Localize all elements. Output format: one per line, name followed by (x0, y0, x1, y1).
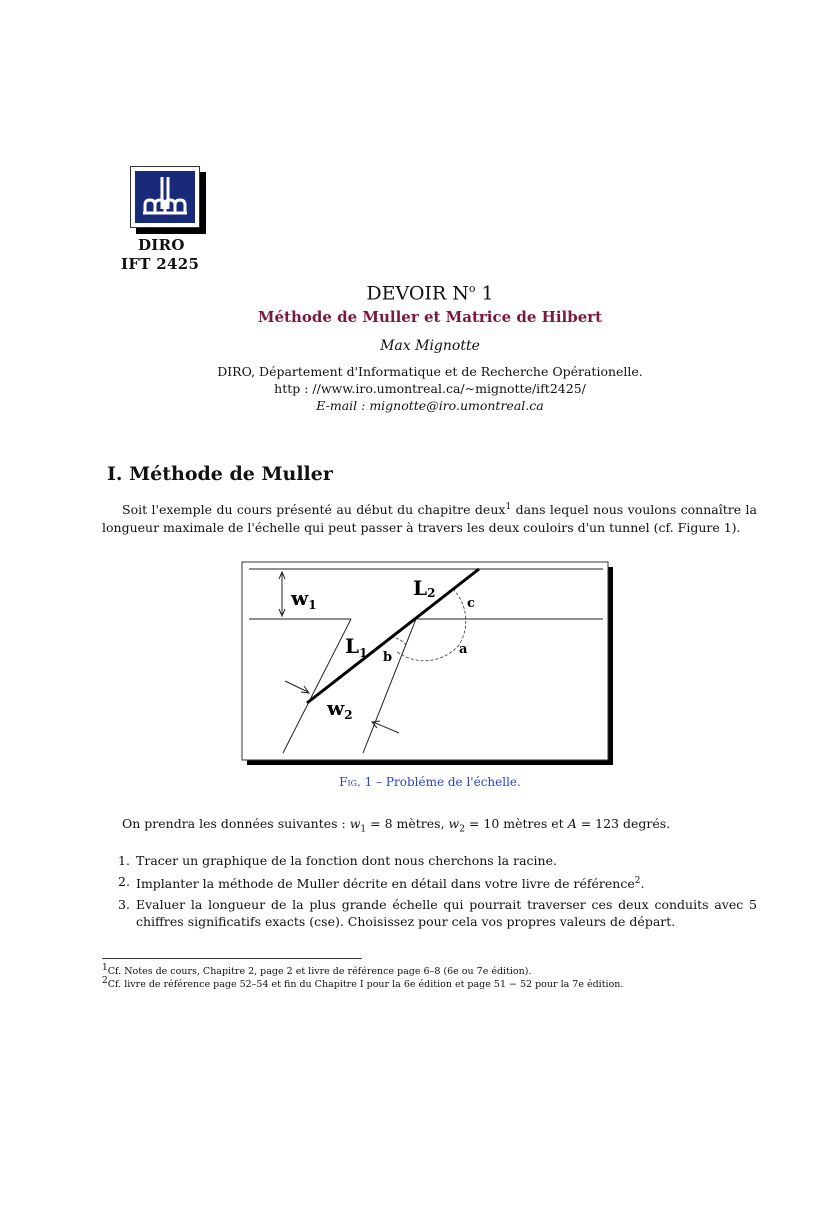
list-text: Implanter la méthode de Muller décrite en détail dans votre livre de référence (136, 876, 635, 892)
var-a: A (567, 816, 577, 831)
footnote-text: Cf. Notes de cours, Chapitre 2, page 2 et livre de référence page 6–8 (6e ou 7e édition). (107, 966, 532, 978)
list-number: 2. (118, 874, 130, 889)
page-title (0, 282, 840, 304)
label-a: a (459, 642, 468, 657)
value-w1: = 8 mètres, (366, 816, 449, 831)
course-code: IFT 2425 (121, 255, 200, 273)
label-w1: $w_1$ (291, 586, 317, 612)
intro-text-b: dans lequel nous voulons connaître la longueur maximale de l'échelle qui peut passer à travers les deux couloirs d'un tunnel (cf. Figure 1). (102, 502, 757, 536)
var-w2-sub: 2 (459, 824, 465, 835)
label-L2: L2 (413, 576, 436, 600)
list-number: 1. (118, 853, 130, 868)
label-L1: $L_1$ (345, 634, 368, 660)
footnote-rule (102, 958, 362, 959)
label-c: c (467, 596, 475, 611)
var-w2: w (448, 816, 460, 831)
footnote-mark: 2 (102, 976, 108, 986)
list-tail: . (640, 876, 645, 892)
institution-name: DIRO (138, 236, 185, 254)
caption-prefix: Fig. 1 (339, 775, 373, 789)
value-w2: = 10 mètres et (464, 816, 568, 831)
title-main: DEVOIR N (366, 282, 469, 305)
var-w1: w (349, 816, 361, 831)
figure-caption (0, 775, 840, 789)
data-prefix: On prendra les données suivantes : (122, 816, 350, 831)
var-w1-sub: 1 (360, 824, 367, 835)
author-email: E-mail : mignotte@iro.umontreal.ca (316, 398, 544, 413)
given-data (122, 816, 670, 835)
list-item (102, 852, 757, 869)
figure-ladder-diagram (241, 561, 616, 767)
label-w2: $w_2$ (327, 696, 353, 722)
author: Max Mignotte (380, 338, 480, 354)
course-url: http : //www.iro.umontreal.ca/∼mignotte/ift2425/ (274, 381, 586, 396)
list-text: Evaluer la longueur de la plus grande échelle qui pourrait traverser ces deux conduits avec 5 chiffres significatifs exacts (cse). Choisissez pour cela vos propres valeurs de départ. (136, 897, 757, 930)
label-b: b (383, 650, 393, 665)
title-sup: o (468, 282, 476, 295)
footnote-mark: 1 (505, 502, 512, 512)
diro-logo-icon (135, 171, 195, 223)
intro-text-a: Soit l'exemple du cours présenté au début du chapitre deux (122, 502, 506, 518)
footnote-mark: 1 (102, 963, 108, 973)
intro-paragraph (102, 498, 757, 537)
footnote (102, 976, 623, 990)
diro-logo (130, 166, 200, 228)
caption-text: – Probléme de l'échelle. (372, 775, 521, 789)
list-item (102, 896, 757, 930)
list-number: 3. (118, 897, 130, 913)
list-text: Tracer un graphique de la fonction dont nous cherchons la racine. (136, 853, 557, 868)
task-list (102, 852, 757, 934)
list-item (102, 873, 757, 892)
subtitle: Méthode de Muller et Matrice de Hilbert (257, 308, 603, 326)
value-a: = 123 degrés. (576, 816, 671, 831)
footnote-mark: 2 (634, 876, 641, 886)
footnote-text: Cf. livre de référence page 52–54 et fin du Chapitre I pour la 6e édition et page 51 − 52 pour la 7e édition. (107, 979, 624, 991)
section-heading: I. Méthode de Muller (107, 463, 333, 485)
title-num: 1 (475, 282, 494, 305)
affiliation: DIRO, Département d'Informatique et de Recherche Opérationelle. (217, 364, 643, 379)
